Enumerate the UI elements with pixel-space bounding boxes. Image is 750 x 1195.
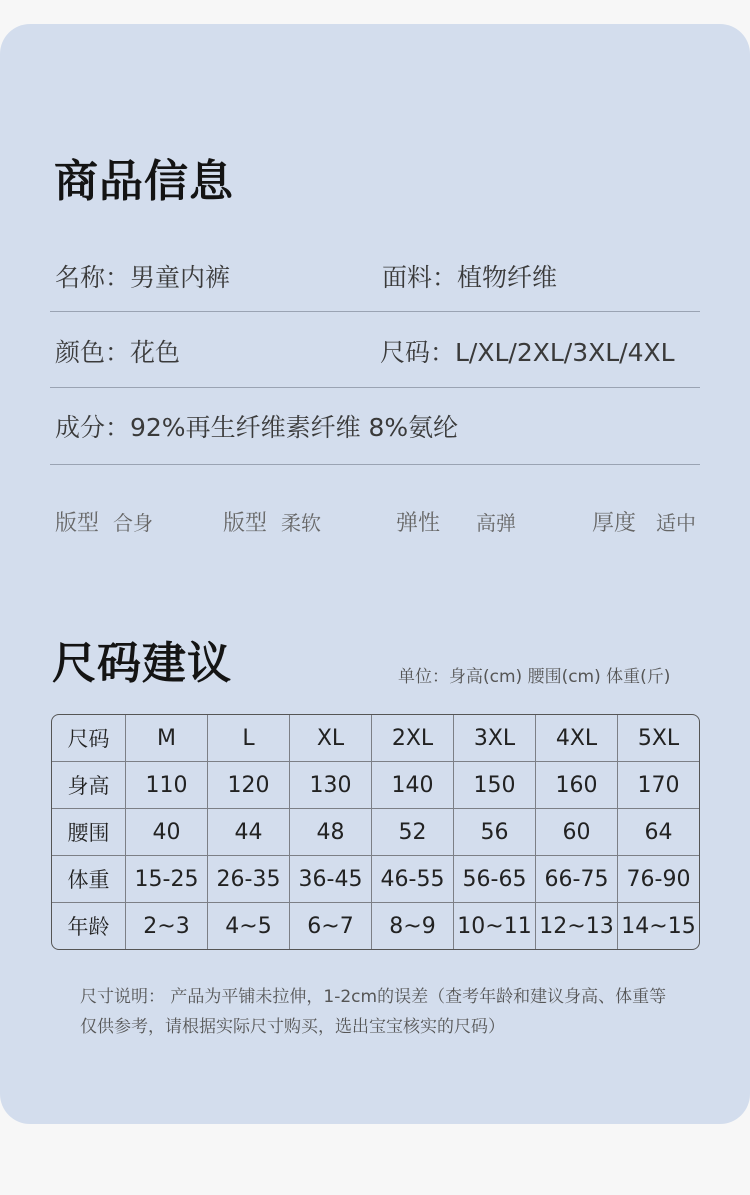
table-cell: M [126,715,208,762]
table-cell: 2~3 [126,903,208,949]
product-info-title: 商品信息 [54,156,234,207]
table-cell: XL [290,715,372,762]
attribute-value: 柔软 [281,511,322,535]
table-row-header: 腰围 [52,809,126,856]
table-cell: 4XL [536,715,618,762]
table-cell: 56 [454,809,536,856]
table-cell: 160 [536,762,618,809]
table-cell: 150 [454,762,536,809]
table-cell: 66-75 [536,856,618,903]
table-cell: 15-25 [126,856,208,903]
table-cell: 14~15 [621,913,696,939]
table-row [52,762,699,809]
product-sizes: 尺码：L/XL/2XL/3XL/4XL [380,338,675,367]
table-cell: 44 [208,809,290,856]
table-cell: 60 [536,809,618,856]
table-cell: 36-45 [290,856,372,903]
table-row [52,856,699,903]
table-cell: 110 [126,762,208,809]
divider [50,464,700,465]
table-cell: 48 [290,809,372,856]
size-guide-title: 尺码建议 [52,638,232,689]
table-row [52,809,699,856]
table-cell: 4~5 [208,903,290,949]
table-cell: 140 [372,762,454,809]
divider [50,387,700,388]
table-cell: 130 [290,762,372,809]
attribute-value: 高弹 [476,511,517,535]
table-row-header: 年龄 [52,903,126,949]
table-cell: 56-65 [454,856,536,903]
table-cell: L [208,715,290,762]
table-cell: 10~11 [454,903,536,949]
units-label: 单位：身高(cm) 腰围(cm) 体重(斤) [398,667,671,687]
attribute-value: 合身 [113,511,154,535]
divider [50,311,700,312]
table-cell: 12~13 [536,903,618,949]
attribute-label: 版型 [55,511,100,536]
table-cell: 46-55 [372,856,454,903]
table-cell: 3XL [454,715,536,762]
attribute-fit [55,506,153,537]
product-fabric: 面料：植物纤维 [382,263,558,292]
table-cell: 6~7 [290,903,372,949]
table-row-header: 身高 [52,762,126,809]
product-name: 名称：男童内裤 [55,263,231,292]
product-color: 颜色：花色 [55,338,181,367]
size-note: 尺寸说明： 产品为平铺未拉伸，1-2cm的误差（查考年龄和建议身高、体重等仅供参考，请根据实际尺寸购买，选出宝宝核实的尺码） [80,987,667,1037]
table-cell: 64 [618,809,699,856]
table-cell: 76-90 [618,856,699,903]
table-cell: 52 [372,809,454,856]
table-cell: 26-35 [208,856,290,903]
attribute-value: 适中 [656,511,697,535]
table-cell: 40 [126,809,208,856]
attribute-label: 版型 [223,511,268,536]
table-cell: 8~9 [372,903,454,949]
attribute-label: 弹性 [396,511,441,536]
attribute-thickness [592,506,696,537]
attribute-softness [223,506,321,537]
table-cell: 5XL [618,715,699,762]
table-row [52,903,699,949]
table-cell: 2XL [372,715,454,762]
table-row-header: 尺码 [52,715,126,762]
size-table [51,714,700,950]
table-row-header: 体重 [52,856,126,903]
product-composition: 成分：92%再生纤维素纤维 8%氨纶 [55,413,459,442]
attribute-elasticity [396,506,516,537]
table-row [52,715,699,762]
attribute-label: 厚度 [592,511,637,536]
table-cell: 170 [618,762,699,809]
table-cell: 120 [208,762,290,809]
